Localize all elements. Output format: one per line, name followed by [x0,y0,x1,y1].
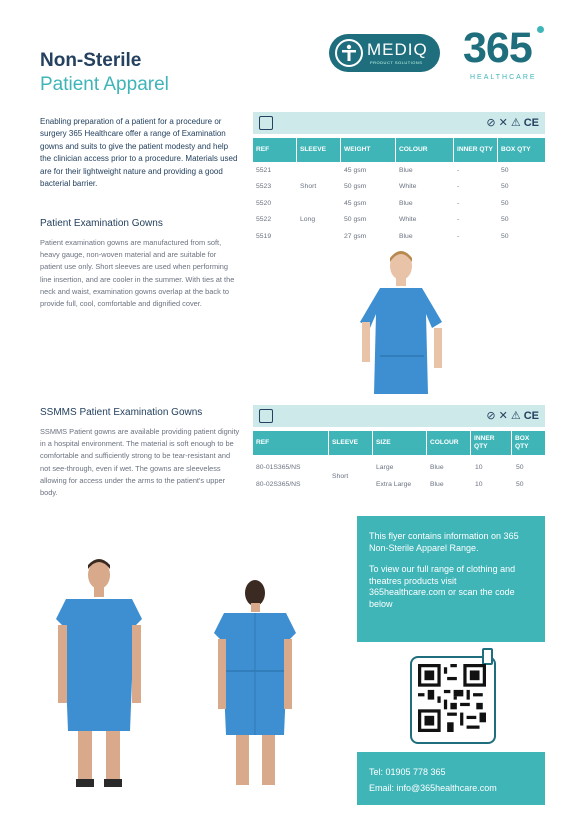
table-cell: 45 gsm [344,199,367,207]
contact-email[interactable]: Email: info@365healthcare.com [369,783,497,793]
table-cell: 5520 [256,199,272,207]
table-cell: - [457,199,460,207]
table2-box-1: 50 [516,464,524,471]
table2-ref-1: 80-01S365/NS [256,464,301,471]
table-cell: 5519 [256,232,272,240]
table-cell: - [457,232,460,240]
table2-col-inner-qty: INNER QTY [471,431,512,455]
mediq-mark-icon [335,39,363,67]
table1-col-inner-qty: INNER QTY [454,138,498,162]
table-cell: Blue [399,199,413,207]
table1-body [253,162,545,245]
compliance-icons [486,409,539,422]
page-title: Non-Sterile [40,50,142,71]
no-reuse-icon: ⊘ [486,410,496,422]
table1-symbol-bar [253,112,545,134]
latex-free-icon: ✕ [498,117,508,129]
table2-col-colour: COLOUR [427,431,471,455]
table1-header-row [253,138,545,162]
table-row [253,195,545,212]
table-cell: Short [300,183,317,191]
intro-paragraph: Enabling preparation of a patient for a procedure or surgery 365 Healthcare offer a range of Examination gowns and suits to give the patient modesty and help the clinician access prior to a procedure. Materials used are for their lightweight nature and providing a good bacterial barrier. [40,117,238,189]
table-cell: White [399,216,417,224]
qr-code[interactable] [418,664,486,732]
table-cell: - [457,166,460,174]
table-cell: 5523 [256,183,272,191]
instructions-book-icon [259,409,273,423]
table2-size-2: Extra Large [376,481,412,488]
table2-size-1: Large [376,464,394,471]
table2-header-row [253,431,545,455]
table1-col-sleeve: SLEEVE [297,138,341,162]
logo-365-number: 365 [463,24,532,72]
mediq-tagline: PRODUCT SOLUTIONS [370,60,423,65]
table-cell: 50 gsm [344,216,367,224]
table1-col-colour: COLOUR [396,138,454,162]
table-cell: 45 gsm [344,166,367,174]
table2-symbol-bar [253,405,545,427]
warning-icon: ⚠ [510,117,521,129]
table-cell: 50 gsm [344,183,367,191]
logo-healthcare-text: HEALTHCARE [470,74,537,81]
mediq-logo [329,34,440,72]
info-line-2: To view our full range of clothing and theatres products visit 365healthcare.com or scan the code below [369,564,516,609]
table-row [253,179,545,196]
table-cell: Blue [399,166,413,174]
table2-colour-2: Blue [430,481,444,488]
table-cell: 27 gsm [344,232,367,240]
contact-phone[interactable]: Tel: 01905 778 365 [369,767,446,777]
table-cell: 50 [501,183,509,191]
table-cell: - [457,183,460,191]
table-row [253,162,545,179]
table2-body [253,461,545,501]
table-cell: White [399,183,417,191]
section2-body: SSMMS Patient gowns are available providing patient dignity in a hospital environment. The material is soft enough to be comfortable and sufficiently strong to be tear-resistant and not see-through, even if wet. The gowns are sleeveless allowing for access under the arms to the patient's upper body. [40,427,240,498]
table-row [253,212,545,229]
table-row [253,228,545,245]
contact-panel [357,752,545,805]
table-cell: Blue [399,232,413,240]
table2-col-ref: REF [253,431,329,455]
model-photo-ssmms-back [214,575,300,790]
page-subtitle: Patient Apparel [40,74,169,95]
table1-col-box-qty: BOX QTY [501,146,531,153]
table-cell: 5521 [256,166,272,174]
no-reuse-icon: ⊘ [486,117,496,129]
model-photo-short-sleeve-gown [340,244,460,394]
latex-free-icon: ✕ [498,410,508,422]
info-panel [357,516,545,642]
model-photo-ssmms-front [52,555,148,790]
section2-heading: SSMMS Patient Examination Gowns [40,407,203,418]
warning-icon: ⚠ [510,410,521,422]
table2-col-size: SIZE [373,431,427,455]
mediq-wordmark: MEDIQ [367,40,428,59]
table2-ref-2: 80-02S365/NS [256,481,301,488]
table-cell: Long [300,216,316,224]
table1-col-ref: REF [253,138,297,162]
info-line-1: This flyer contains information on 365 Non-Sterile Apparel Range. [369,531,519,553]
table2-box-2: 50 [516,481,524,488]
product-table-1 [253,112,545,245]
logo-dot [537,26,544,33]
table2-colour-1: Blue [430,464,444,471]
table1-col-weight: WEIGHT [341,138,396,162]
table-cell: 50 [501,216,509,224]
product-table-2 [253,405,545,501]
compliance-icons [486,116,539,129]
table-cell: 50 [501,232,509,240]
table2-inner-1: 10 [475,464,483,471]
section1-heading: Patient Examination Gowns [40,218,163,229]
table2-inner-2: 10 [475,481,483,488]
ce-mark-icon: CE [523,116,539,129]
ce-mark-icon: CE [523,409,539,422]
table2-col-box-qty: BOX QTY [515,435,530,450]
table2-col-sleeve: SLEEVE [329,431,373,455]
table-cell: - [457,216,460,224]
phone-icon [482,648,493,665]
healthcare-365-logo [463,24,543,88]
table2-sleeve: Short [332,473,349,480]
table-cell: 50 [501,199,509,207]
instructions-book-icon [259,116,273,130]
table-cell: 5522 [256,216,272,224]
section1-body: Patient examination gowns are manufactured from soft, heavy gauge, non-woven material and are suitable for patient use only. Short sleeves are used when performing line insertion, and are cooler in the summer. With ties at the neck and waist, examination gowns overlap at the back to provide full, cool, comfortable and dignified cover. [40,238,235,309]
table-cell: 50 [501,166,509,174]
